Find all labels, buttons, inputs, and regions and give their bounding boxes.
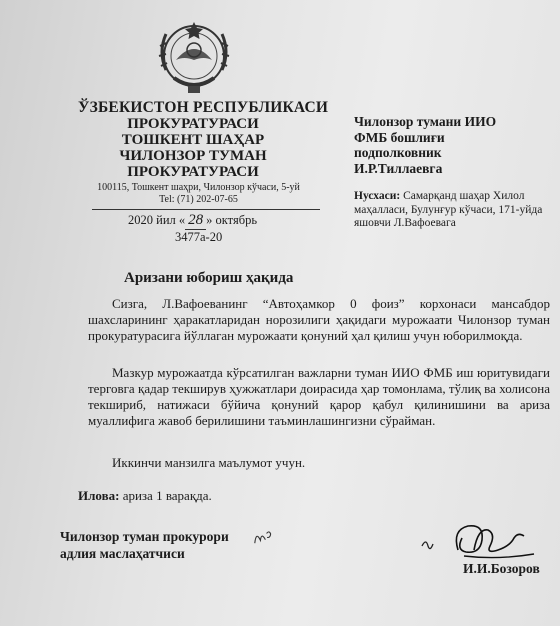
date-day: 28 — [185, 212, 206, 230]
document-date — [128, 212, 257, 230]
state-emblem-icon — [152, 16, 236, 100]
org-line-district: ЧИЛОНЗОР ТУМАН — [119, 148, 267, 164]
org-line-office: ПРОКУРАТУРАСИ — [127, 164, 259, 180]
handwritten-signature-icon — [418, 520, 538, 566]
signer-title — [60, 528, 229, 562]
org-line-city: ТОШКЕНТ ШАҲАР — [121, 132, 265, 148]
attachment-line — [78, 488, 212, 504]
recipient-line: подполковник — [354, 145, 442, 160]
recipient-line: ФМБ бошлиғи — [354, 129, 445, 145]
date-suffix: » октябрь — [206, 213, 258, 227]
attachment-label: Илова: — [78, 488, 120, 503]
signer-title-line-2: адлия маслаҳатчиси — [60, 546, 185, 561]
recipient-line: Чилонзор тумани ИИО — [354, 114, 497, 129]
copy-to-text: Самарқанд шаҳар Хилол маҳалласи, Булунғур кўчаси, 171-уйда яшовчи Л.Вафоевага — [354, 190, 543, 229]
letter-subject: Аризани юбориш ҳақида — [124, 270, 294, 286]
issuing-organization — [78, 99, 329, 180]
copy-to-block — [354, 190, 554, 231]
body-paragraph-2: Мазкур мурожаатда кўрсатилган важларни туман ИИО ФМБ иш юритувидаги терговга қадар текширув ҳужжатлари доирасида ҳар томонлама, тўлиқ ва холисона текшириб, натижаси бўйича қонуний қарор қабул қилинишини ва ариза муаллифига жавоб берилишини таъминлашингизни сўрайман. — [88, 365, 550, 428]
signer-name: И.И.Бозоров — [463, 561, 540, 576]
initials-mark-icon — [251, 527, 275, 548]
org-line-prosecutor: ПРОКУРАТУРАСИ — [127, 116, 259, 132]
address-phone: Tel: (71) 202-07-65 — [159, 194, 238, 205]
header-divider — [92, 209, 320, 210]
recipient-block — [354, 114, 544, 176]
recipient-line: И.Р.Тиллаевга — [354, 160, 443, 176]
body-paragraph-3: Иккинчи манзилга маълумот учун. — [112, 455, 306, 470]
organization-address — [86, 182, 311, 206]
date-prefix: 2020 йил « — [128, 213, 186, 227]
org-line-country: ЎЗБЕКИСТОН РЕСПУБЛИКАСИ — [78, 99, 329, 116]
copy-to-label: Нусхаси: — [354, 190, 401, 202]
attachment-text: ариза 1 варақда. — [119, 488, 212, 503]
body-paragraph-1: Сизга, Л.Вафоеванинг “Автоҳамкор 0 фоиз” корхонаси мансабдор шахсларининг ҳаракатларидан норозилиги ҳақидаги мурожаати Чилонзор туман прокуратурасига йўллаган мурожаати қонуний ҳал қилиш учун юборилмоқда. — [88, 296, 550, 343]
signer-title-line-1: Чилонзор туман прокурори — [60, 529, 229, 544]
address-street: 100115, Тошкент шаҳри, Чилонзор кўчаси, 5-уй — [97, 182, 300, 193]
reference-number: 3477а-20 — [175, 230, 223, 244]
